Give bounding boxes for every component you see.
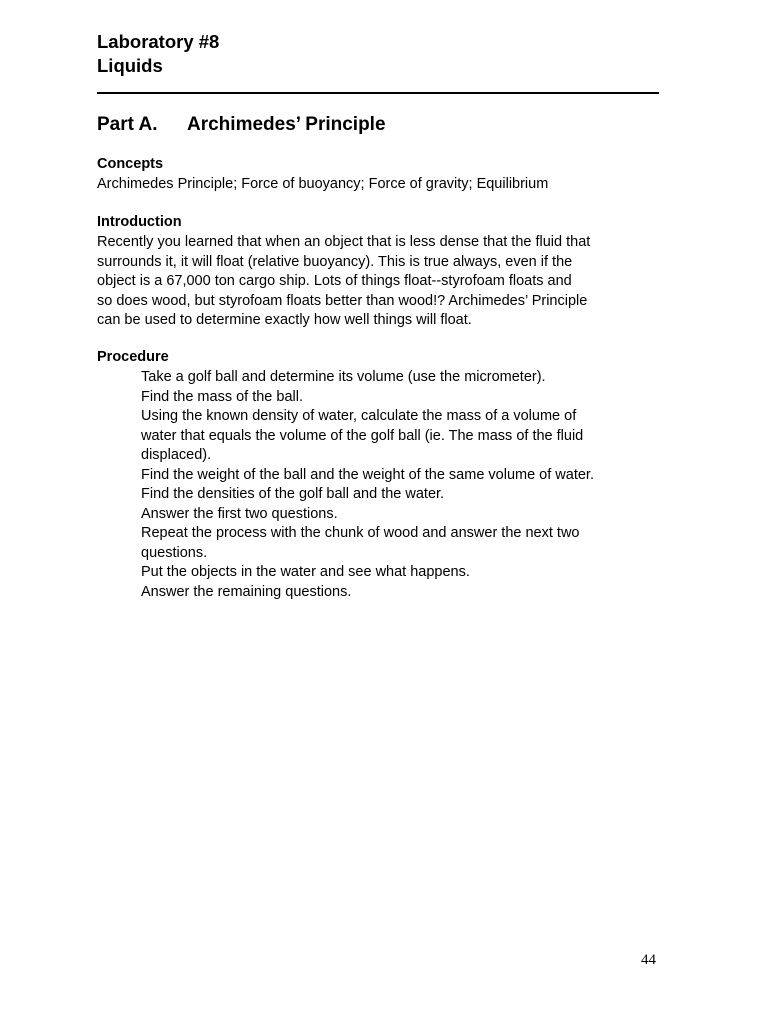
- procedure-step-line: Using the known density of water, calculate the mass of a volume of: [141, 408, 577, 424]
- lab-subject: Liquids: [97, 55, 163, 76]
- introduction-heading: Introduction: [97, 214, 182, 230]
- procedure-step: [141, 505, 594, 525]
- procedure-step-line: Find the weight of the ball and the weight of the same volume of water.: [141, 466, 594, 483]
- procedure-step: [141, 485, 594, 505]
- procedure-step: [141, 466, 594, 486]
- header-divider: [97, 92, 659, 94]
- procedure-step-line: Find the densities of the golf ball and the water.: [141, 486, 445, 502]
- page-number: 44: [641, 952, 656, 968]
- procedure-step: [141, 524, 594, 563]
- concepts-heading: Concepts: [97, 156, 164, 172]
- lab-title: [97, 30, 219, 78]
- concepts-line: Archimedes Principle; Force of buoyancy; Force of gravity; Equilibrium: [97, 176, 549, 192]
- procedure-step-line: Take a golf ball and determine its volume (use the micrometer).: [141, 369, 546, 385]
- procedure-step: [141, 563, 594, 583]
- introduction-line: so does wood, but styrofoam floats better than wood!? Archimedes’ Principle: [97, 292, 588, 309]
- procedure-step-line: water that equals the volume of the golf ball (ie. The mass of the fluid: [141, 427, 584, 444]
- procedure-step: [141, 388, 594, 408]
- procedure-step: [141, 407, 594, 466]
- procedure-step-line: Answer the first two questions.: [141, 505, 338, 522]
- part-label: Part A.: [97, 114, 158, 135]
- procedure-step-line: displaced).: [141, 447, 212, 463]
- procedure-step: [141, 583, 594, 603]
- procedure-step-line: Answer the remaining questions.: [141, 583, 352, 600]
- introduction-line: object is a 67,000 ton cargo ship. Lots of things float--styrofoam floats and: [97, 273, 572, 289]
- introduction-line: Recently you learned that when an object that is less dense that the fluid that: [97, 234, 591, 250]
- part-heading: [97, 113, 386, 137]
- procedure-step-line: questions.: [141, 544, 208, 561]
- lab-number: Laboratory #8: [97, 31, 220, 52]
- introduction-line: surrounds it, it will float (relative buoyancy). This is true always, even if the: [97, 253, 573, 270]
- procedure-heading: Procedure: [97, 349, 169, 365]
- procedure-step-line: Repeat the process with the chunk of wood and answer the next two: [141, 525, 580, 541]
- part-title: Archimedes’ Principle: [187, 114, 386, 135]
- introduction-line: can be used to determine exactly how well things will float.: [97, 312, 472, 328]
- procedure-step: [141, 368, 594, 388]
- procedure-step-line: Find the mass of the ball.: [141, 388, 303, 405]
- procedure-step-line: Put the objects in the water and see what happens.: [141, 564, 470, 580]
- concepts-text: [97, 175, 548, 195]
- introduction-text: [97, 233, 590, 331]
- procedure-steps: [141, 368, 594, 602]
